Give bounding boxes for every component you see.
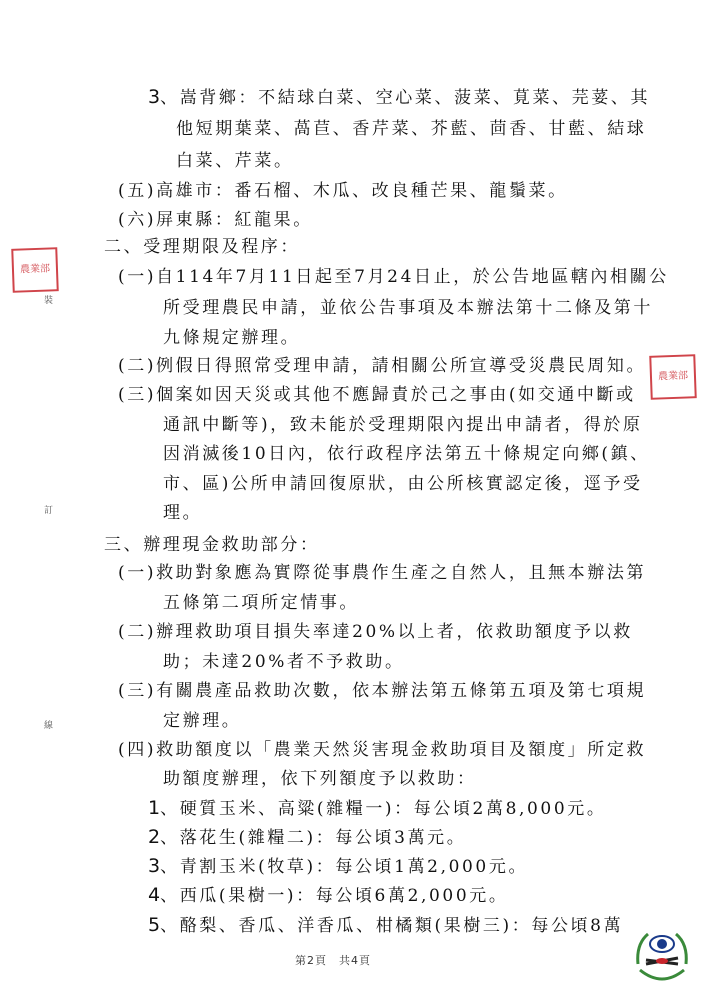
text-line (148, 884, 508, 907)
red-seal-stamp: 農業部 (11, 247, 59, 293)
line-text: 五條第二項所定情事。 (163, 593, 359, 613)
text-line (163, 327, 300, 349)
agency-emblem-icon (628, 924, 696, 992)
line-text: 、嵩背鄉：不結球白菜、空心菜、菠菜、莧菜、芫荽、其 (160, 88, 651, 108)
list-number: 1 (148, 797, 161, 819)
text-line (163, 443, 650, 465)
line-text: (二)辦理救助項目損失率達20%以上者，依救助額度予以救 (118, 622, 633, 642)
line-text: (一)救助對象應為實際從事農作生產之自然人，且無本辦法第 (118, 563, 647, 583)
list-number: 5 (148, 914, 161, 936)
text-line (163, 473, 643, 495)
binding-margin-mark: 線 (44, 721, 54, 731)
line-text: 、落花生(雜糧二)：每公頃3萬元。 (160, 828, 467, 848)
line-text: 他短期葉菜、萵苣、香芹菜、芥藍、茴香、甘藍、結球 (176, 119, 647, 139)
line-text: (二)例假日得照常受理申請，請相關公所宣導受災農民周知。 (118, 356, 647, 376)
line-text: 白菜、芹菜。 (176, 151, 294, 171)
text-line (148, 855, 528, 878)
line-text: (三)有關農產品救助次數，依本辦法第五條第五項及第七項規 (118, 681, 647, 701)
line-text: 助額度辦理，依下列額度予以救助： (163, 769, 477, 789)
text-line (118, 209, 313, 231)
line-text: 助；未達20%者不予救助。 (163, 652, 405, 672)
text-line (118, 739, 646, 761)
line-text: 定辦理。 (163, 711, 242, 731)
line-text: (三)個案如因天災或其他不應歸責於己之事由(如交通中斷或 (118, 385, 636, 405)
text-line (176, 118, 646, 140)
text-line (118, 562, 646, 584)
line-text: 、西瓜(果樹一)：每公頃6萬2,000元。 (160, 886, 509, 906)
binding-margin-mark: 裝 (44, 296, 54, 306)
text-line (118, 680, 646, 702)
text-line (148, 797, 606, 820)
list-number: 3 (148, 855, 161, 877)
text-line (148, 826, 466, 849)
line-text: 二、受理期限及程序： (104, 237, 300, 257)
list-number: 3 (148, 86, 161, 108)
text-line (118, 355, 646, 377)
text-line (163, 710, 241, 732)
red-seal-stamp: 農業部 (649, 354, 697, 400)
list-number: 4 (148, 884, 161, 906)
text-line (104, 534, 320, 556)
text-line (176, 150, 294, 172)
text-line (118, 266, 669, 288)
line-text: 三、辦理現金救助部分： (104, 535, 320, 555)
text-line (163, 768, 477, 790)
line-text: 通訊中斷等)，致未能於受理期限內提出申請者，得於原 (163, 415, 643, 435)
line-text: 市、區)公所申請回復原狀，由公所核實認定後，逕予受 (163, 474, 643, 494)
text-line (163, 502, 202, 524)
list-number: 2 (148, 826, 161, 848)
line-text: 理。 (163, 503, 203, 523)
line-text: 、青割玉米(牧草)：每公頃1萬2,000元。 (160, 857, 529, 877)
line-text: 所受理農民申請，並依公告事項及本辦法第十二條及第十 (163, 298, 653, 318)
text-line (148, 914, 623, 937)
line-text: (六)屏東縣：紅龍果。 (118, 210, 313, 230)
page-number: 第2頁 共4頁 (295, 954, 371, 967)
text-line (163, 414, 643, 436)
binding-margin-mark: 訂 (44, 506, 54, 516)
text-line (118, 180, 568, 202)
line-text: 、硬質玉米、高粱(雜糧一)：每公頃2萬8,000元。 (160, 799, 607, 819)
line-text: 因消滅後10日內，依行政程序法第五十條規定向鄉(鎮、 (163, 444, 650, 464)
text-line (118, 384, 636, 406)
line-text: (四)救助額度以「農業天然災害現金救助項目及額度」所定救 (118, 740, 647, 760)
text-line (163, 651, 405, 673)
line-text: (五)高雄市：番石榴、木瓜、改良種芒果、龍鬚菜。 (118, 181, 568, 201)
text-line (163, 297, 653, 319)
text-line (104, 236, 300, 258)
line-text: 九條規定辦理。 (163, 328, 301, 348)
line-text: (一)自114年7月11日起至7月24日止，於公告地區轄內相關公 (118, 267, 669, 287)
line-text: 、酪梨、香瓜、洋香瓜、柑橘類(果樹三)：每公頃8萬 (160, 916, 624, 936)
text-line (118, 621, 633, 643)
text-line (148, 86, 650, 109)
text-line (163, 592, 359, 614)
